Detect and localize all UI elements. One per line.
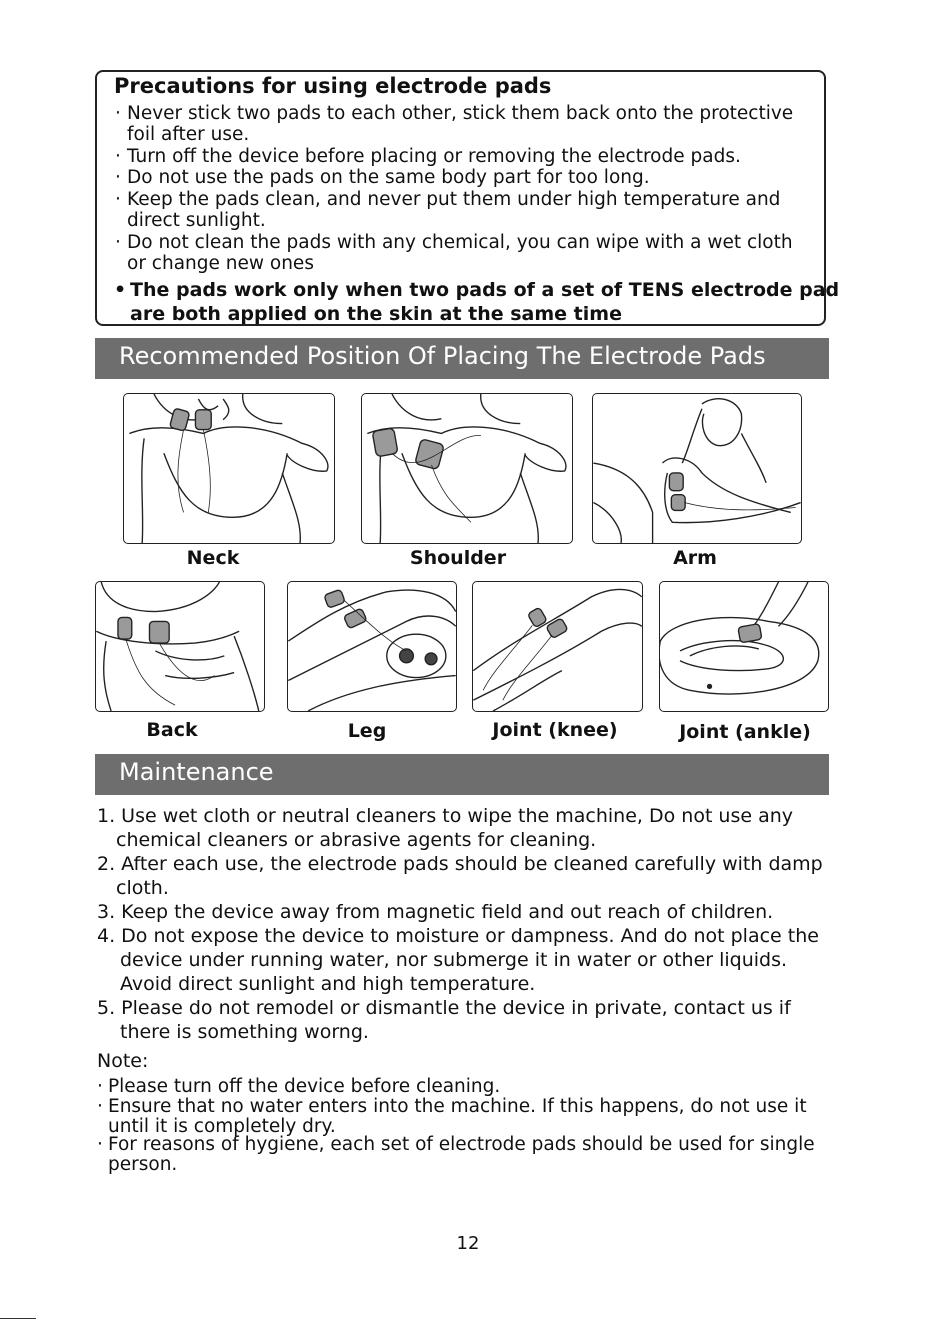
- caption-ankle: Joint (ankle): [679, 721, 811, 743]
- note-item: · For reasons of hygiene, each set of electrode pads should be used for single person.: [97, 1134, 815, 1175]
- shoulder-illustration: [361, 393, 573, 544]
- caption-shoulder: Shoulder: [409, 547, 507, 569]
- maintenance-heading-bar: [95, 754, 829, 795]
- ankle-illustration: [659, 581, 829, 712]
- precaution-item: · Do not clean the pads with any chemical, you can wipe with a wet cloth or change new ones: [115, 232, 793, 274]
- back-illustration: [95, 581, 265, 712]
- maintenance-item: 1. Use wet cloth or neutral cleaners to wipe the machine, Do not use any chemical cleaners or abrasive agents for cleaning.: [97, 805, 794, 851]
- caption-back: Back: [146, 719, 198, 741]
- precaution-item: · Keep the pads clean, and never put them under high temperature and direct sunlight.: [115, 189, 781, 231]
- caption-neck: Neck: [186, 547, 240, 569]
- maintenance-item: 3. Keep the device away from magnetic field and out reach of children.: [97, 901, 774, 923]
- precaution-item: · Do not use the pads on the same body part for too long.: [115, 167, 650, 188]
- crop-mark: [0, 1318, 36, 1319]
- neck-illustration: [123, 393, 335, 544]
- positions-heading: Recommended Position Of Placing The Electrode Pads: [119, 342, 766, 370]
- caption-arm: Arm: [673, 547, 717, 569]
- precaution-item: · Never stick two pads to each other, stick them back onto the protective foil after use.: [115, 103, 794, 145]
- knee-illustration: [472, 581, 643, 712]
- maintenance-item: 4. Do not expose the device to moisture or dampness. And do not place the device under running water, nor submerge it in water or other liquids. Avoid direct sunlight and high temperature.: [97, 925, 819, 995]
- leg-illustration: [287, 581, 457, 712]
- caption-knee: Joint (knee): [492, 719, 618, 741]
- precaution-bold-note: • The pads work only when two pads of a set of TENS electrode pad are both applied on the skin at the same time: [114, 279, 840, 325]
- note-item: · Please turn off the device before cleaning.: [97, 1076, 501, 1097]
- note-item: · Ensure that no water enters into the machine. If this happens, do not use it until it is completely dry.: [97, 1096, 807, 1137]
- positions-heading-bar: [95, 338, 829, 379]
- note-title: Note:: [97, 1050, 149, 1072]
- maintenance-item: 5. Please do not remodel or dismantle the device in private, contact us if there is something worng.: [97, 997, 791, 1043]
- caption-leg: Leg: [347, 720, 387, 742]
- precautions-title: Precautions for using electrode pads: [114, 74, 552, 98]
- maintenance-item: 2. After each use, the electrode pads should be cleaned carefully with damp cloth.: [97, 853, 823, 899]
- arm-illustration: [592, 393, 802, 544]
- page-number: 12: [456, 1233, 480, 1254]
- maintenance-heading: Maintenance: [119, 758, 274, 786]
- precaution-item: · Turn off the device before placing or removing the electrode pads.: [115, 146, 741, 167]
